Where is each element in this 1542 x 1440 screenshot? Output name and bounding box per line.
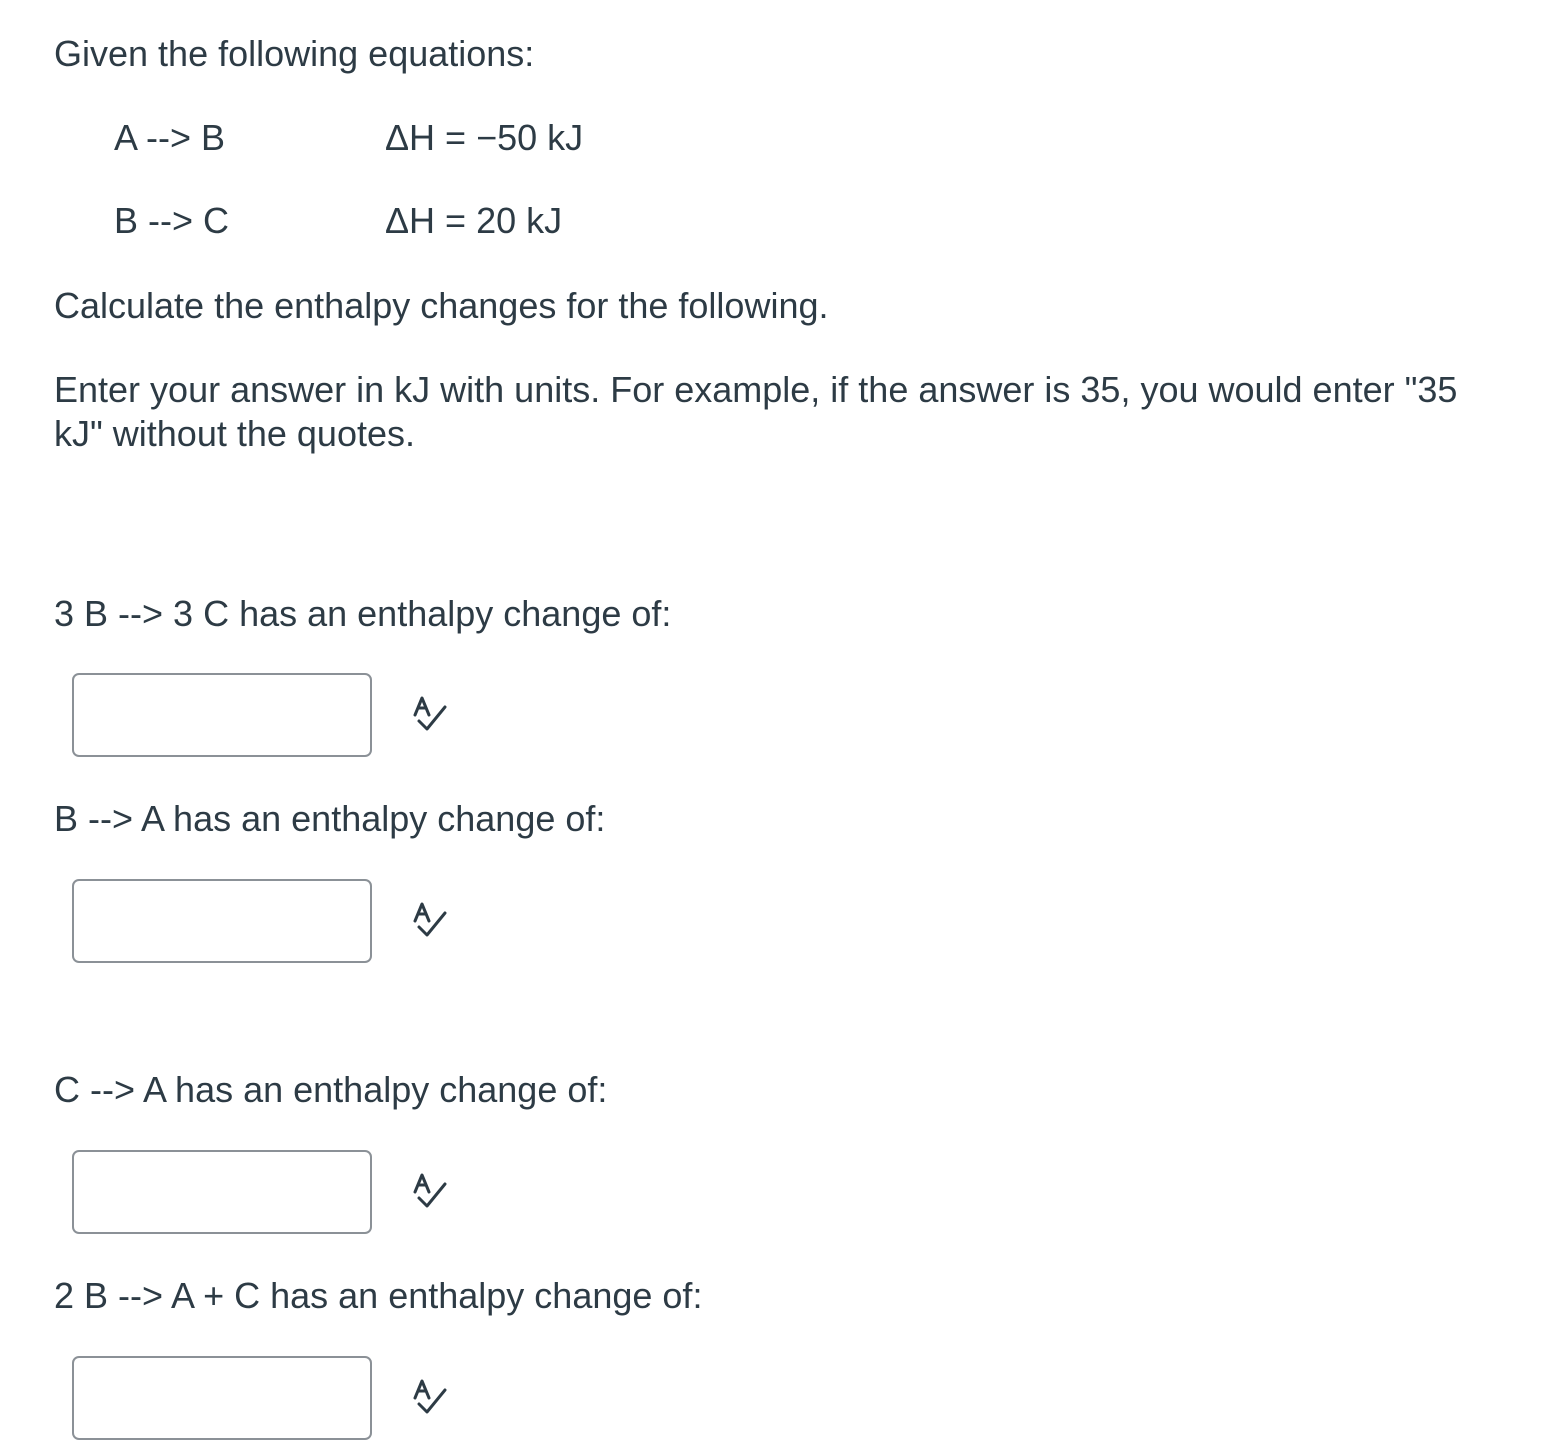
spellcheck-icon[interactable] [410, 901, 450, 941]
question-label: B --> A has an enthalpy change of: [54, 798, 606, 839]
intro-text: Given the following equations: [54, 33, 535, 74]
question-label: 2 B --> A + C has an enthalpy change of: [54, 1275, 703, 1316]
spellcheck-icon[interactable] [410, 1378, 450, 1418]
question-label: C --> A has an enthalpy change of: [54, 1069, 608, 1110]
equation-row [0, 116, 1542, 160]
equation-reaction: A --> B [114, 117, 226, 158]
equation-row [0, 199, 1542, 243]
answer-input[interactable] [72, 1150, 372, 1234]
equation-reaction: B --> C [114, 200, 230, 241]
answer-input[interactable] [72, 879, 372, 963]
units-note: Enter your answer in kJ with units. For example, if the answer is 35, you would enter "35 kJ" without the quotes. [54, 369, 1458, 454]
instruction-text: Calculate the enthalpy changes for the following. [54, 285, 829, 326]
question-label: 3 B --> 3 C has an enthalpy change of: [54, 593, 672, 634]
answer-input[interactable] [72, 673, 372, 757]
equation-enthalpy: ΔH = 20 kJ [385, 200, 563, 241]
spellcheck-icon[interactable] [410, 695, 450, 735]
equation-enthalpy: ΔH = −50 kJ [385, 117, 584, 158]
answer-input[interactable] [72, 1356, 372, 1440]
spellcheck-icon[interactable] [410, 1172, 450, 1212]
